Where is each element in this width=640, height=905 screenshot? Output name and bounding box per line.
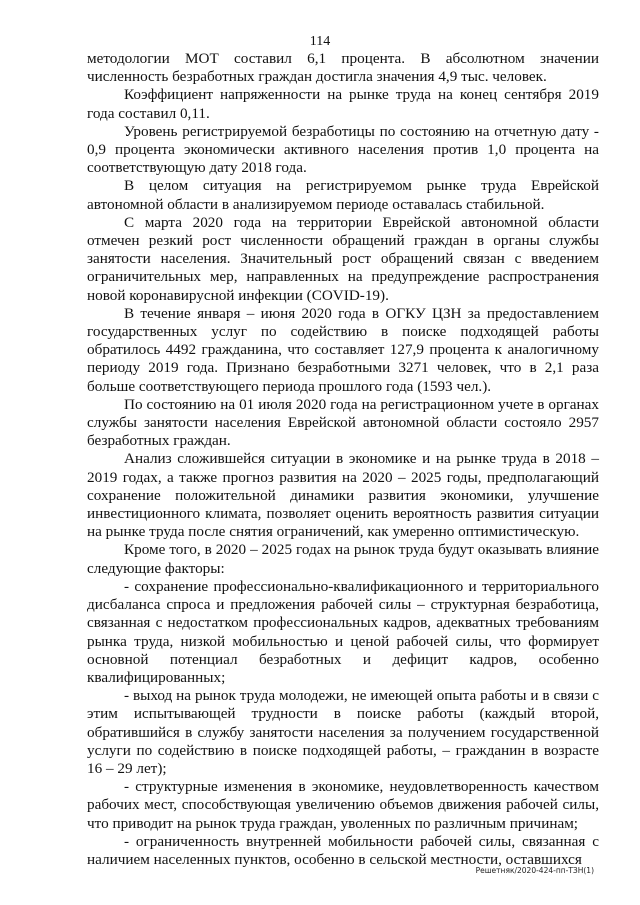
paragraph-forecast: Анализ сложившейся ситуации в экономике и на рынке труда в 2018 – 2019 годах, а также прогноз развития на 2020 – 2025 годы, предполагающий сохранение положительной динамики развития экономики, улучшение инвестиционного климата, позволяет оценить вероятность развития ситуации на рынке труда после снятия ограничений, как умеренно оптимистическую. [87, 450, 599, 541]
paragraph-jan-june-2020: В течение января – июня 2020 года в ОГКУ ЦЗН за предоставлением государственных услуг по содействию в поиске подходящей работы обратилось 4492 гражданина, что составляет 127,9 процента к аналогичному периоду 2019 года. Признано безработными 3271 человек, что в 2,1 раза больше соответствующего периода прошлого года (1593 чел.). [87, 304, 599, 395]
list-item-structural-imbalance: - сохранение профессионально-квалификационного и территориального дисбаланса спроса и предложения рабочей силы – структурная безработица, связанная с недостатком профессиональных кадров, адекватных требованиям рынка труда, низкой мобильностью и ценой рабочей силы, что формирует основной потенциал безработных и дефицит кадров, особенно квалифицированных; [87, 577, 599, 686]
list-item-limited-mobility: - ограниченность внутренней мобильности рабочей силы, связанная с наличием населенных пунктов, особенно в сельской местности, оставшихся [87, 832, 599, 868]
list-item-youth-entry: - выход на рынок труда молодежи, не имеющей опыта работы и в связи с этим испытывающей трудности в поиске работы (каждый второй, обратившийся в службу занятости населения за получением государственной услуги по содействию в поиске подходящей работы, – гражданин в возрасте 16 – 29 лет); [87, 687, 599, 777]
list-item-structural-changes: - структурные изменения в экономике, неудовлетворенность качеством рабочих мест, способствующая увеличению объемов движения рабочей силы, что приводит на рынок труда граждан, уволенных по различным причинам; [87, 778, 599, 832]
page-number: 114 [309, 34, 331, 49]
paragraph-tension-coefficient: Коэффициент напряженности на рынке труда на конец сентября 2019 года составил 0,11. [87, 86, 599, 122]
paragraph-covid-applications: С марта 2020 года на территории Еврейской автономной области отмечен резкий рост численности обращений граждан в органы службы занятости населения. Значительный рост обращений связан с введением ограничительных мер, направленных на предупреждение распространения новой коронавирусной инфекции (COVID-19). [87, 213, 599, 304]
paragraph-registered-unemployment: Уровень регистрируемой безработицы по состоянию на отчетную дату - 0,9 процента экономически активного населения против 1,0 процента на соответствующую дату 2018 года. [87, 122, 599, 177]
paragraph-ilo-unemployment: методологии МОТ составил 6,1 процента. В абсолютном значении численность безработных граждан достигла значения 4,9 тыс. человек. [87, 50, 599, 86]
paragraph-stable-situation: В целом ситуация на регистрируемом рынке труда Еврейской автономной области в анализируемом периоде оставалась стабильной. [87, 177, 599, 213]
body-text [87, 50, 599, 869]
paragraph-factors-intro: Кроме того, в 2020 – 2025 годах на рынок труда будут оказывать влияние следующие факторы: [87, 541, 599, 577]
document-reference: Решетняк/2020-424-пп-ТЗН(1) [475, 866, 594, 875]
paragraph-registered-july: По состоянию на 01 июля 2020 года на регистрационном учете в органах службы занятости населения Еврейской автономной области состояло 2957 безработных граждан. [87, 395, 599, 450]
